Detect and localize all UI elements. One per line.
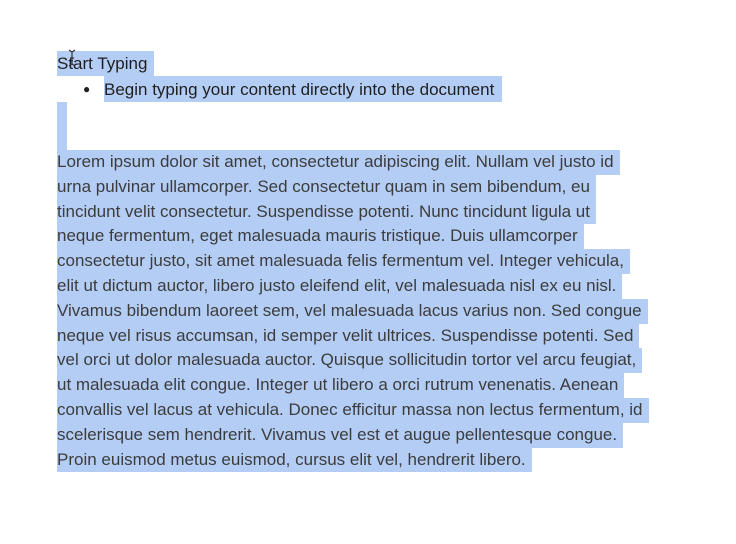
bullet-text[interactable]: Begin typing your content directly into the document	[104, 76, 502, 102]
paragraph-line-text[interactable]: consectetur justo, sit amet malesuada felis fermentum vel. Integer vehicula,	[57, 249, 630, 274]
paragraph-line-text[interactable]: vel orci ut dolor malesuada auctor. Quisque sollicitudin tortor vel arcu feugiat,	[57, 348, 642, 373]
paragraph-line-text[interactable]: Vivamus bibendum laoreet sem, vel malesuada lacus varius non. Sed congue	[57, 299, 648, 324]
paragraph-line-text[interactable]: neque vel risus accumsan, id semper velit ultrices. Suspendisse potenti. Sed	[57, 324, 639, 349]
paragraph-line[interactable]	[57, 299, 697, 324]
text-cursor-icon	[67, 49, 77, 67]
paragraph-line[interactable]	[57, 274, 697, 299]
paragraph-line[interactable]	[57, 324, 697, 349]
paragraph-line[interactable]	[57, 249, 697, 274]
bullet-icon: ●	[83, 82, 91, 96]
heading-text[interactable]: Start Typing	[57, 51, 154, 76]
paragraph-line-text[interactable]: scelerisque sem hendrerit. Vivamus vel est et augue pellentesque congue.	[57, 423, 623, 448]
paragraph-line[interactable]	[57, 175, 697, 200]
paragraph-line[interactable]	[57, 423, 697, 448]
paragraph-line[interactable]	[57, 150, 697, 175]
paragraph-line-text[interactable]: urna pulvinar ullamcorper. Sed consectetur quam in sem bibendum, eu	[57, 175, 596, 200]
paragraph-line[interactable]	[57, 200, 697, 225]
paragraph-line-text[interactable]: elit ut dictum auctor, libero justo eleifend elit, vel malesuada nisl ex eu nisl.	[57, 274, 622, 299]
body-paragraph[interactable]	[57, 150, 697, 472]
paragraph-line-text[interactable]: convallis vel lacus at vehicula. Donec efficitur massa non lectus fermentum, id	[57, 398, 649, 423]
empty-line-selection[interactable]	[57, 102, 67, 151]
paragraph-line-text[interactable]: Proin euismod metus euismod, cursus elit vel, hendrerit libero.	[57, 448, 532, 473]
paragraph-line-text[interactable]: ut malesuada elit congue. Integer ut libero a orci rutrum venenatis. Aenean	[57, 373, 624, 398]
paragraph-line[interactable]	[57, 373, 697, 398]
paragraph-line-text[interactable]: neque fermentum, eget malesuada mauris tristique. Duis ullamcorper	[57, 224, 584, 249]
paragraph-line-text[interactable]: tincidunt velit consectetur. Suspendisse potenti. Nunc tincidunt ligula ut	[57, 200, 596, 225]
paragraph-line[interactable]	[57, 224, 697, 249]
paragraph-line[interactable]	[57, 348, 697, 373]
paragraph-line-text[interactable]: Lorem ipsum dolor sit amet, consectetur adipiscing elit. Nullam vel justo id	[57, 150, 620, 175]
paragraph-line[interactable]	[57, 448, 697, 473]
paragraph-line[interactable]	[57, 398, 697, 423]
